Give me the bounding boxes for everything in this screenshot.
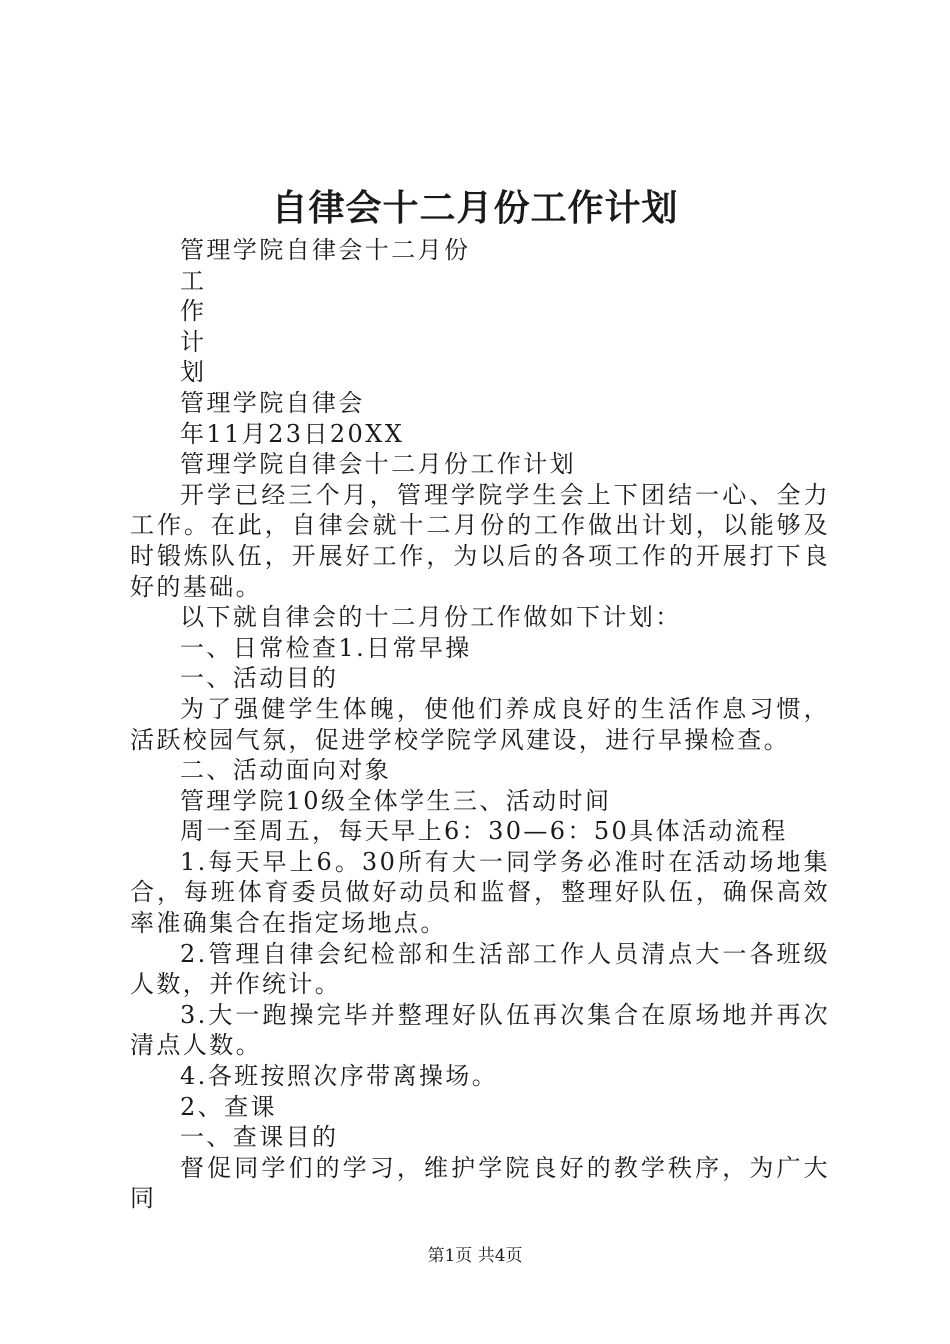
paragraph: 2、查课 (180, 1092, 277, 1121)
paragraph: 周一至周五，每天早上6：30—6：50具体活动流程 (180, 817, 788, 846)
page-footer: 第1页 共4页 (427, 1246, 523, 1266)
paragraph: 管理学院10级全体学生三、活动时间 (180, 786, 612, 815)
paragraph: 工 (180, 266, 207, 295)
paragraph: 管理学院自律会 (180, 388, 365, 417)
paragraph: 督促同学们的学习，维护学院良好的教学秩序，为广大同 (130, 1153, 830, 1213)
paragraph: 一、日常检查1.日常早操 (180, 633, 472, 662)
paragraph: 计 (180, 327, 207, 356)
document-body (130, 235, 830, 1214)
paragraph: 开学已经三个月，管理学院学生会上下团结一心、全力工作。在此，自律会就十二月份的工作做出计划，以能够及时锻炼队伍，开展好工作，为以后的各项工作的开展打下良好的基础。 (130, 480, 830, 601)
paragraph: 3.大一跑操完毕并整理好队伍再次集合在原场地并再次清点人数。 (130, 1000, 830, 1060)
paragraph: 二、活动面向对象 (180, 756, 392, 785)
document-title: 自律会十二月份工作计划 (271, 187, 679, 229)
paragraph: 1.每天早上6。30所有大一同学务必准时在活动场地集合，每班体育委员做好动员和监督，整理好队伍，确保高效率准确集合在指定场地点。 (130, 847, 830, 938)
paragraph: 年11月23日20XX (180, 419, 405, 448)
paragraph: 划 (180, 358, 207, 387)
paragraph: 管理学院自律会十二月份工作计划 (180, 450, 576, 479)
paragraph: 4.各班按照次序带离操场。 (180, 1062, 499, 1091)
paragraph: 一、活动目的 (180, 664, 339, 693)
paragraph: 2.管理自律会纪检部和生活部工作人员清点大一各班级人数，并作统计。 (130, 939, 830, 999)
paragraph: 以下就自律会的十二月份工作做如下计划： (180, 603, 682, 632)
paragraph: 作 (180, 297, 207, 326)
paragraph: 管理学院自律会十二月份 (180, 236, 471, 264)
paragraph: 为了强健学生体魄，使他们养成良好的生活作息习惯，活跃校园气氛，促进学校学院学风建设，进行早操检查。 (130, 694, 830, 754)
paragraph: 一、查课目的 (180, 1123, 339, 1152)
